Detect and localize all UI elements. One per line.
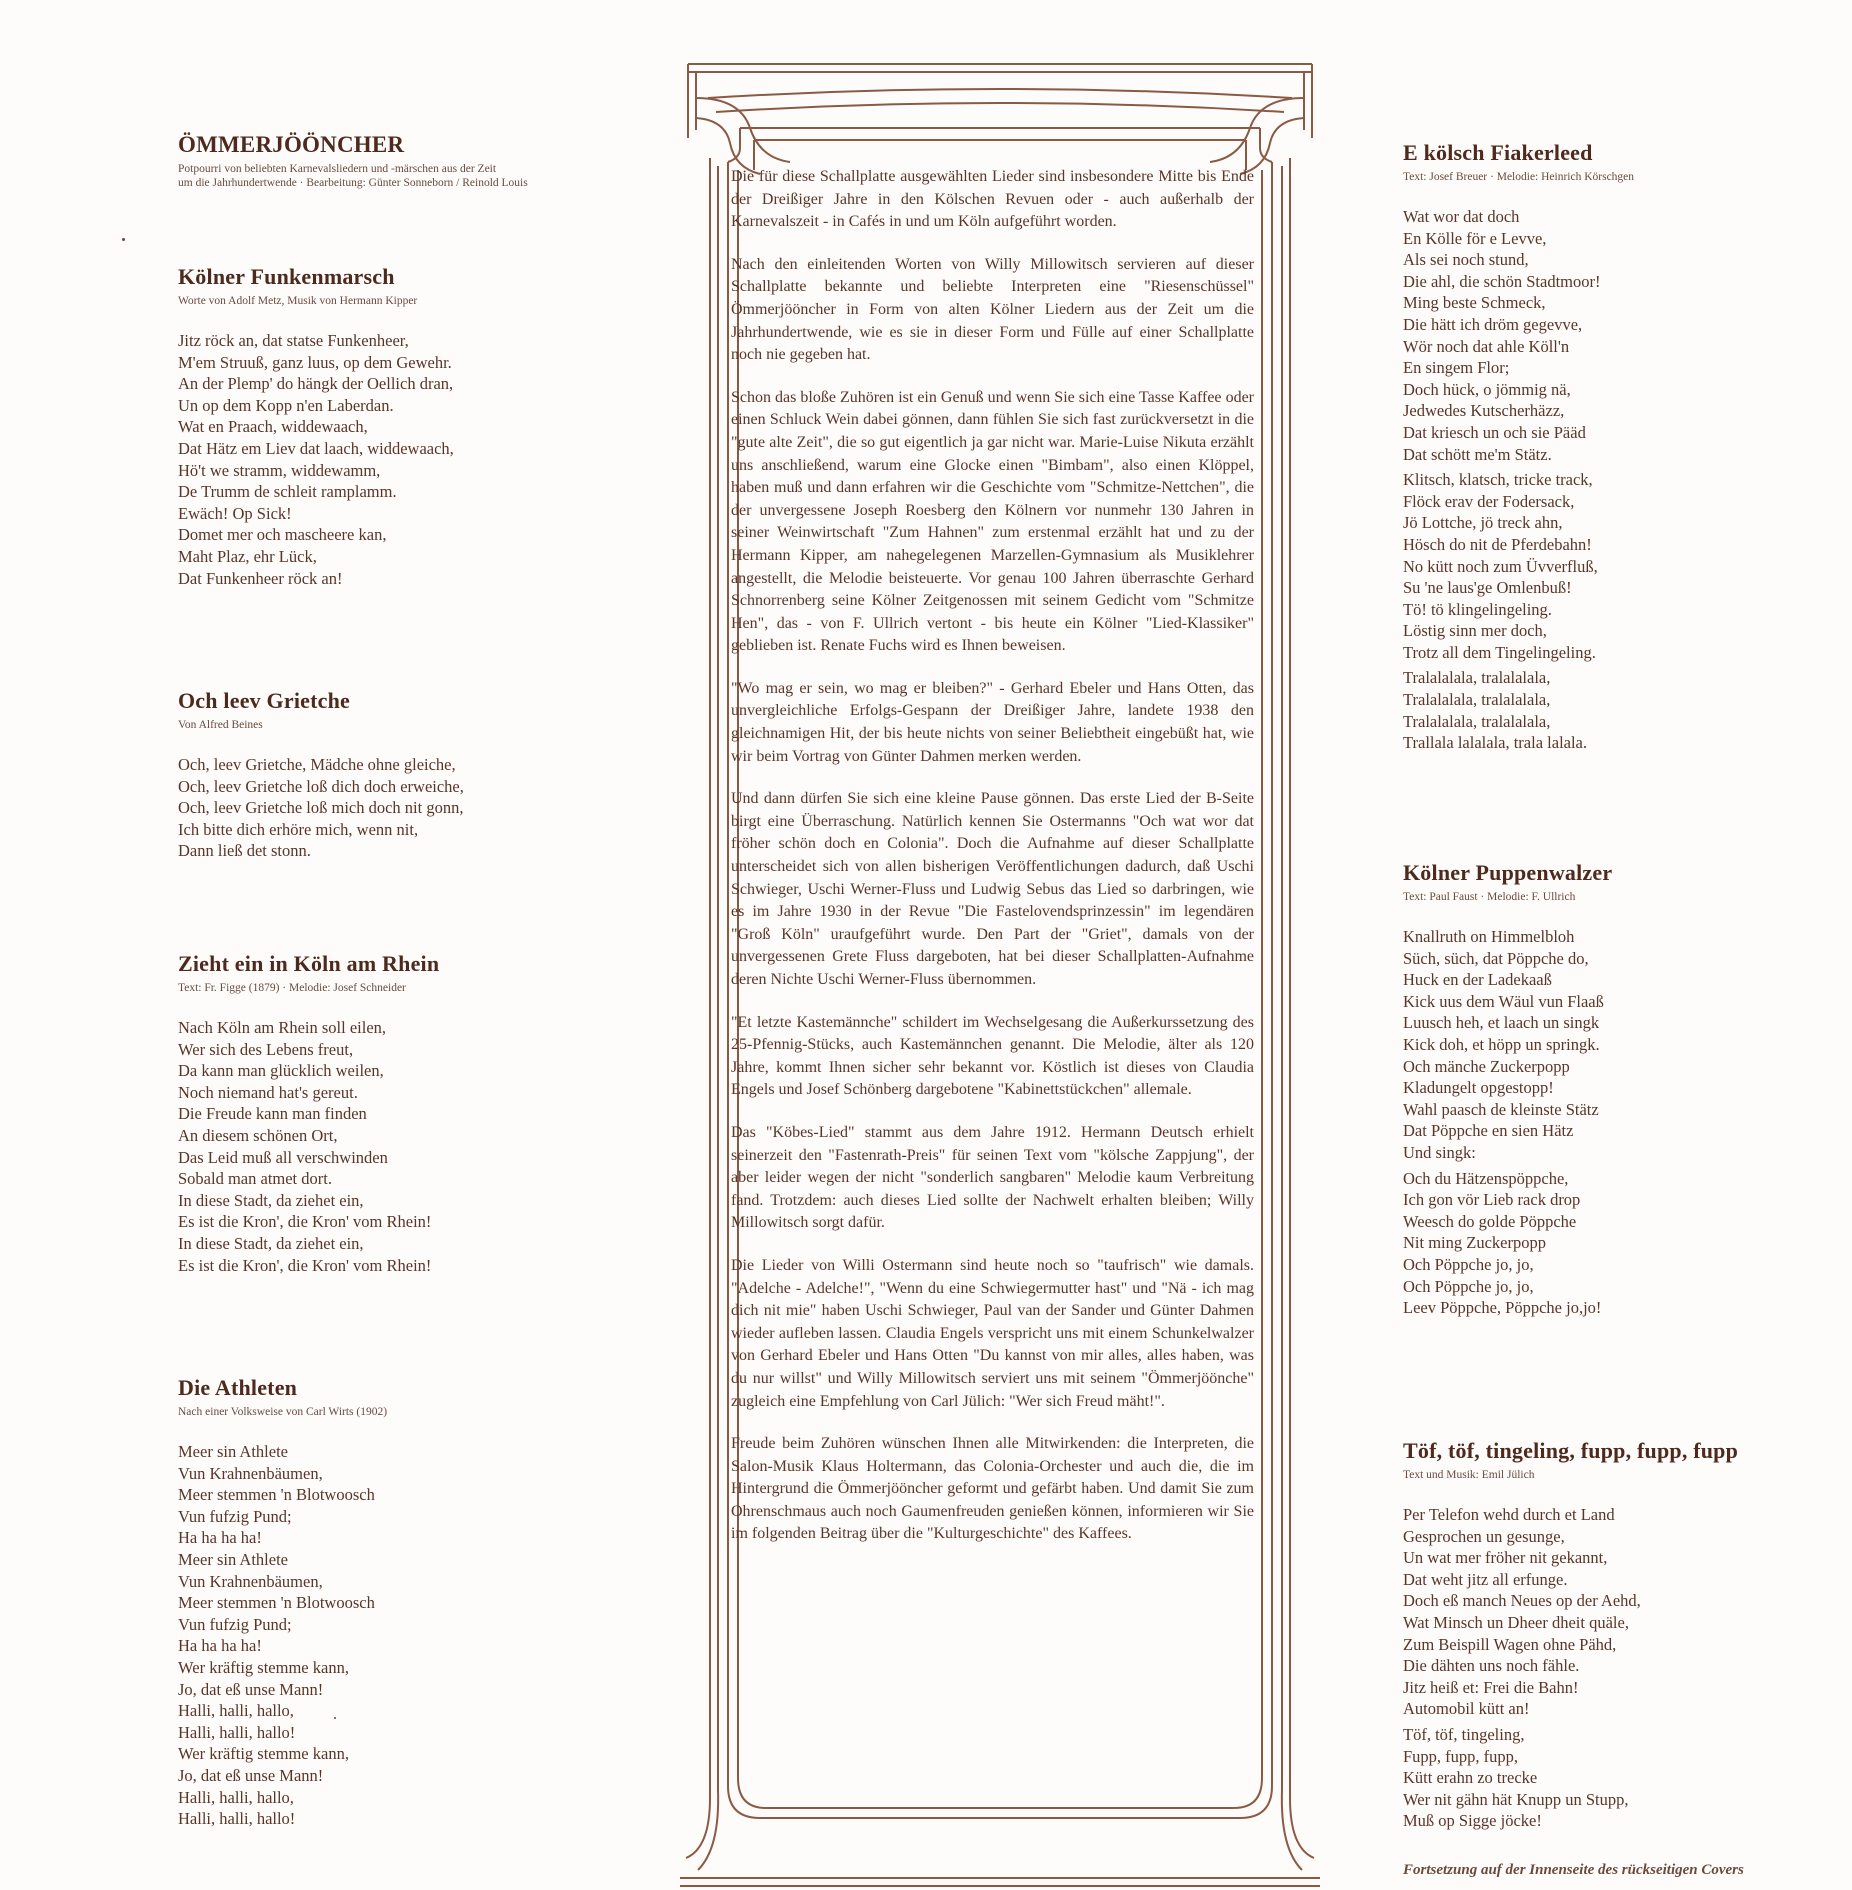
lyric-line: Kick doh, et höpp un springk. <box>1403 1034 1600 1054</box>
lyric-line: Süch, süch, dat Pöppche do, <box>1403 948 1589 968</box>
lyrics <box>1403 1504 1833 1832</box>
lyric-line: Trallala lalalala, trala lalala. <box>1403 733 1588 753</box>
lyric-line: Doch eß manch Neues op der Aehd, <box>1403 1591 1641 1611</box>
lyric-line: Dat Funkenheer röck an! <box>178 568 343 588</box>
lyrics <box>178 754 698 862</box>
lyric-line: Wer sich des Lebens freut, <box>178 1039 354 1059</box>
liner-notes-text <box>731 166 1254 1566</box>
song-koelner-funkenmarsch <box>178 264 698 589</box>
lyric-line: Löstig sinn mer doch, <box>1403 621 1547 641</box>
song-koelner-puppenwalzer <box>1403 860 1833 1319</box>
lyric-line: Jitz heiß et: Frei die Bahn! <box>1403 1677 1579 1697</box>
lyric-line: Trotz all dem Tingelingeling. <box>1403 642 1596 662</box>
song-toef-toef-tingeling <box>1403 1438 1833 1832</box>
lyric-line: Och Pöppche jo, jo, <box>1403 1254 1534 1274</box>
lyric-line: Flöck erav der Fodersack, <box>1403 491 1575 511</box>
song-block-title <box>178 132 698 190</box>
lyric-line: Das Leid muß all verschwinden <box>178 1147 388 1167</box>
lyric-line: Kick uus dem Wäul vun Flaaß <box>1403 991 1604 1011</box>
paragraph: Nach den einleitenden Worten von Willy Millowitsch servieren auf dieser Schallplatte bekannte und beliebte Interpreten eine "Riesenschüssel" Ömmerjööncher in Form von alten Kölner Liedern aus der Zeit um die Jahrhundertwende, wie es sie in dieser Form und Fülle auf einer Schallplatte noch nie gegeben hat. <box>731 255 1254 364</box>
lyric-line: Meer sin Athlete <box>178 1549 288 1569</box>
lyric-line: Leev Pöppche, Pöppche jo,jo! <box>1403 1298 1602 1318</box>
lyric-line: Klitsch, klatsch, tricke track, <box>1403 470 1593 490</box>
song-credit <box>178 1405 698 1419</box>
lyric-line: Nit ming Zuckerpopp <box>1403 1233 1546 1253</box>
lyric-line: Wat en Praach, widdewaach, <box>178 417 368 437</box>
song-credit <box>178 162 698 190</box>
lyric-line: An diesem schönen Ort, <box>178 1125 338 1145</box>
paragraph: "Et letzte Kastemännche" schildert im Wechselgesang die Außerkurssetzung des 25-Pfennig-Stücks, auch Kastemännchen genannt. Die Melodie, älter als 120 Jahre, kommt Ihnen sicher sehr bekannt vor. Köstlich ist dieses von Claudia Engels und Josef Schönberg dargebotene "Kabinettstückchen" allemale. <box>731 1013 1254 1099</box>
lyric-line: Wör noch dat ahle Köll'n <box>1403 336 1570 356</box>
lyric-line: Töf, töf, tingeling, <box>1403 1724 1525 1744</box>
credit-line: Text: Paul Faust · Melodie: F. Ullrich <box>1403 891 1576 903</box>
lyric-line: Tralalalala, tralalalala, <box>1403 690 1551 710</box>
lyric-line: Och du Hätzenspöppche, <box>1403 1168 1569 1188</box>
lyric-line: Wer kräftig stemme kann, <box>178 1744 349 1764</box>
lyric-line: Knallruth on Himmelbloh <box>1403 927 1575 946</box>
paragraph: Die für diese Schallplatte ausgewählten Lieder sind insbesondere Mitte bis Ende der Dreißiger Jahre in den Kölschen Revuen oder - auch außerhalb der Karnevalszeit - in Cafés in und um Köln aufgeführt worden. <box>731 168 1254 231</box>
lyric-line: Vun fufzig Pund; <box>178 1506 292 1526</box>
lyric-line: Zum Beispill Wagen ohne Pähd, <box>1403 1634 1617 1654</box>
lyric-line: Tralalalala, tralalalala, <box>1403 668 1551 688</box>
lyric-line: En singem Flor; <box>1403 358 1510 378</box>
song-credit <box>178 981 698 995</box>
lyric-line: Vun Krahnenbäumen, <box>178 1571 323 1591</box>
lyric-line: Jedwedes Kutscherhäzz, <box>1403 401 1565 421</box>
song-title: Och leev Grietche <box>178 688 350 713</box>
lyric-line: Dat Hätz em Liev dat laach, widdewaach, <box>178 438 454 458</box>
lyric-line: Halli, halli, hallo! <box>178 1722 296 1742</box>
lyric-line: Hö't we stramm, widdewamm, <box>178 460 381 480</box>
lyric-line: Kütt erahn zo trecke <box>1403 1768 1538 1788</box>
lyric-line: Weesch do golde Pöppche <box>1403 1211 1577 1231</box>
lyric-line: Fupp, fupp, fupp, <box>1403 1746 1519 1766</box>
lyric-line: Hösch do nit de Pferdebahn! <box>1403 534 1592 554</box>
song-och-leev-grietche <box>178 688 698 862</box>
lyric-line: Och Pöppche jo, jo, <box>1403 1276 1534 1296</box>
song-credit <box>1403 890 1833 904</box>
lyric-line: Jitz röck an, dat statse Funkenheer, <box>178 331 409 350</box>
lyric-line: Meer stemmen 'n Blotwoosch <box>178 1485 375 1505</box>
lyric-line: An der Plemp' do hängk der Oellich dran, <box>178 374 454 394</box>
lyric-line: Dat weht jitz all erfunge. <box>1403 1569 1568 1589</box>
lyric-line: In diese Stadt, da ziehet ein, <box>178 1190 364 1210</box>
lyric-line: Ha ha ha ha! <box>178 1528 262 1548</box>
lyric-line: Die ahl, die schön Stadtmoor! <box>1403 271 1601 291</box>
lyric-line: M'em Struuß, ganz luus, op dem Gewehr. <box>178 352 452 372</box>
lyric-line: Sobald man atmet dort. <box>178 1169 332 1189</box>
speck-dot <box>122 238 125 241</box>
lyric-line: Jo, dat eß unse Mann! <box>178 1679 324 1699</box>
lyric-line: Muß op Sigge jöcke! <box>1403 1811 1542 1831</box>
credit-line: um die Jahrhundertwende · Bearbeitung: Günter Sonneborn / Reinold Louis <box>178 177 528 189</box>
lyric-line: Jo, dat eß unse Mann! <box>178 1765 324 1785</box>
lyric-line: Ewäch! Op Sick! <box>178 503 292 523</box>
lyric-line: Och, leev Grietche, Mädche ohne gleiche, <box>178 755 456 774</box>
lyric-line: Doch hück, o jömmig nä, <box>1403 379 1571 399</box>
lyric-line: Luusch heh, et laach un singk <box>1403 1013 1600 1033</box>
paragraph: "Wo mag er sein, wo mag er bleiben?" - Gerhard Ebeler und Hans Otten, das unvergleichliche Erfolgs-Gespann der Dreißiger Jahre, landete 1938 den gleichnamigen Hit, der bis heute nichts von seiner Beliebtheit eingebüßt hat, wie wir beim Vortrag von Günter Dahmen merken werden. <box>731 679 1254 765</box>
lyric-line: Automobil kütt an! <box>1403 1699 1530 1719</box>
lyrics <box>178 1017 698 1276</box>
lyric-line: Halli, halli, hallo, <box>178 1787 294 1807</box>
song-credit <box>178 294 698 308</box>
lyric-line: Kladungelt opgestopp! <box>1403 1078 1554 1098</box>
paragraph: Die Lieder von Willi Ostermann sind heute noch so "taufrisch" wie damals. "Adelche - Adelche!", "Wenn du eine Schwiegermutter hast" und "Nä - ich mag dich nit mie" haben Uschi Schwieger, Paul van der Sander und Günter Dahmen wieder aufleben lassen. Claudia Engels verspricht uns mit einem Schunkelwalzer von Gerhard Ebeler und Hans Otten "Du kannst von mir alles, alles haben, was du nur willst" und Willy Millowitsch serviert uns mit seinem "Ömmerjöönche" zugleich eine Empfehlung von Carl Jülich: "Wer sich Freud mäht!". <box>731 1256 1254 1410</box>
lyric-line: Wahl paasch de kleinste Stätz <box>1403 1099 1599 1119</box>
lyric-line: Dat schött me'm Stätz. <box>1403 444 1552 464</box>
lyric-line: In diese Stadt, da ziehet ein, <box>178 1233 364 1253</box>
lyric-line: Vun Krahnenbäumen, <box>178 1463 323 1483</box>
credit-line: Worte von Adolf Metz, Musik von Hermann Kipper <box>178 295 418 307</box>
song-credit <box>1403 1468 1833 1482</box>
lyric-line: Per Telefon wehd durch et Land <box>1403 1505 1615 1524</box>
song-zieht-ein-in-koeln <box>178 951 698 1276</box>
paragraph: Das "Köbes-Lied" stammt aus dem Jahre 1912. Hermann Deutsch erhielt seinerzeit den "Fastenrath-Preis" für seinen Text vom "kölsche Zappjung", der aber leider wegen der nicht "sonderlich sangbaren" Melodie kaum Verbreitung fand. Trotzdem: auch dieses Lied sollte der Nachwelt erhalten bleiben; Willy Millowitsch sorgt dafür. <box>731 1123 1254 1232</box>
lyric-line: Su 'ne laus'ge Omlenbuß! <box>1403 578 1572 598</box>
lyric-line: Meer stemmen 'n Blotwoosch <box>178 1593 375 1613</box>
credit-line: Nach einer Volksweise von Carl Wirts (1902) <box>178 1406 388 1418</box>
song-die-athleten <box>178 1375 698 1830</box>
song-credit <box>1403 170 1833 184</box>
lyrics <box>178 330 698 589</box>
lyric-line: Halli, halli, hallo, <box>178 1701 294 1721</box>
lyric-line: En Kölle för e Levve, <box>1403 228 1547 248</box>
lyric-line: Noch niemand hat's gereut. <box>178 1082 358 1102</box>
lyric-line: Domet mer och mascheere kan, <box>178 525 387 545</box>
lyric-line: Da kann man glücklich weilen, <box>178 1061 384 1081</box>
lyric-line: Wer nit gähn hät Knupp un Stupp, <box>1403 1789 1629 1809</box>
lyric-line: No kütt noch zum Üvverfluß, <box>1403 556 1598 576</box>
lyric-line: Halli, halli, hallo! <box>178 1809 296 1829</box>
lyric-line: Maht Plaz, ehr Lück, <box>178 546 317 566</box>
lyric-line: Un wat mer fröher nit gekannt, <box>1403 1548 1608 1568</box>
lyric-line: Ich bitte dich erhöre mich, wenn nit, <box>178 819 419 839</box>
credit-line: Text: Josef Breuer · Melodie: Heinrich Körschgen <box>1403 171 1635 183</box>
song-title: Kölner Puppenwalzer <box>1403 860 1613 885</box>
paragraph: Schon das bloße Zuhören ist ein Genuß und wenn Sie sich eine Tasse Kaffee oder einen Schluck Wein dabei gönnen, dann fühlen Sie sich fast zurückversetzt in die "gute alte Zeit", die so gut eigentlich ja gar nicht war. Marie-Luise Nikuta erzählt uns anschließend, warum eine Glocke einen "Bimbam", also einen Klöppel, haben muß und dann erfahren wir die Geschichte vom "Schmitze-Nettchen", die der unvergessene Joseph Roesberg den Kölnern vor nunmehr 130 Jahren in seiner Weinwirtschaft "Zum Hahnen" zum erstenmal erzählt hat und zu der Hermann Kipper, am nahegelegenen Marzellen-Gymnasium als Musiklehrer angestellt, die Melodie beisteuerte. Vor genau 100 Jahren überraschte Gerhard Schnorrenberg seine Kölner Zeitgenossen mit seinem Gedicht vom "Schmitze Hen", das - von F. Ullrich vertont - bis heute ein Kölner "Lied-Klassiker" geblieben ist. Renate Fuchs wird es Ihnen beweisen. <box>731 388 1254 655</box>
lyric-line: Und singk: <box>1403 1142 1476 1162</box>
paragraph: Und dann dürfen Sie sich eine kleine Pause gönnen. Das erste Lied der B-Seite birgt eine Überraschung. Natürlich kennen Sie Ostermanns "Och wat wor dat fröher schön doch en Colonia". Doch die Aufnahme auf dieser Schallplatte unterscheidet sich von allen bisherigen Veröffentlichungen dadurch, daß Uschi Schwieger, Uschi Werner-Fluss und Ludwig Sebus das Lied so darbringen, wie es im Jahre 1930 in der Revue "Die Fastelovendsprinzessin" im legendären "Groß Köln" uraufgeführt wurde. Den Part der "Griet", damals von der unvergessenen Grete Fluss dargeboten, hat bei dieser Schallplatten-Aufnahme deren Nichte Uschi Werner-Fluss übernommen. <box>731 790 1254 988</box>
lyric-line: Die Freude kann man finden <box>178 1104 367 1124</box>
lyric-line: Die dähten uns noch fähle. <box>1403 1656 1580 1676</box>
lyric-line: Ich gon vör Lieb rack drop <box>1403 1190 1581 1210</box>
lyric-line: Die hätt ich dröm gegevve, <box>1403 314 1583 334</box>
credit-line: Text und Musik: Emil Jülich <box>1403 1469 1535 1481</box>
continuation-note: Fortsetzung auf der Innenseite des rückseitigen Covers <box>1403 1862 1744 1878</box>
lyric-line: Wat Minsch un Dheer dheit quäle, <box>1403 1612 1629 1632</box>
page-title: ÖMMERJÖÖNCHER <box>178 132 405 157</box>
lyric-line: Vun fufzig Pund; <box>178 1614 292 1634</box>
lyric-line: Dann ließ det stonn. <box>178 841 311 861</box>
lyric-line: Och mänche Zuckerpopp <box>1403 1056 1570 1076</box>
lyric-line: De Trumm de schleit ramplamm. <box>178 482 397 502</box>
lyric-line: Als sei noch stund, <box>1403 250 1529 270</box>
credit-line: Text: Fr. Figge (1879) · Melodie: Josef Schneider <box>178 982 406 994</box>
lyric-line: Wer kräftig stemme kann, <box>178 1657 349 1677</box>
song-title: Zieht ein in Köln am Rhein <box>178 951 440 976</box>
song-title: Töf, töf, tingeling, fupp, fupp, fupp <box>1403 1438 1739 1463</box>
lyric-line: Ha ha ha ha! <box>178 1636 262 1656</box>
lyrics <box>1403 206 1833 754</box>
lyric-line: Wat wor dat doch <box>1403 207 1520 226</box>
credit-line: Von Alfred Beines <box>178 719 263 731</box>
credit-line: Potpourri von beliebten Karnevalsliedern und -märschen aus der Zeit <box>178 163 497 175</box>
song-credit <box>178 718 698 732</box>
lyric-line: Och, leev Grietche loß mich doch nit gonn, <box>178 798 464 818</box>
lyric-line: Tö! tö klingelingeling. <box>1403 599 1552 619</box>
lyric-line: Tralalalala, tralalalala, <box>1403 711 1551 731</box>
lyric-line: Och, leev Grietche loß dich doch erweiche, <box>178 776 464 796</box>
lyric-line: Dat Pöppche en sien Hätz <box>1403 1121 1574 1141</box>
song-e-koelsch-fiakerleed <box>1403 140 1833 754</box>
lyric-line: Ming beste Schmeck, <box>1403 293 1546 313</box>
song-title: Kölner Funkenmarsch <box>178 264 395 289</box>
lyric-line: Dat kriesch un och sie Pääd <box>1403 422 1586 442</box>
lyric-line: Es ist die Kron', die Kron' vom Rhein! <box>178 1212 432 1232</box>
lyric-line: Huck en der Ladekaaß <box>1403 970 1552 990</box>
lyrics <box>1403 926 1833 1319</box>
lyric-line: Es ist die Kron', die Kron' vom Rhein! <box>178 1255 432 1275</box>
song-title: E kölsch Fiakerleed <box>1403 140 1593 165</box>
lyric-line: Gesprochen un gesunge, <box>1403 1526 1565 1546</box>
paragraph: Freude beim Zuhören wünschen Ihnen alle Mitwirkenden: die Interpreten, die Salon-Musik Klaus Holtermann, das Colonia-Orchester und auch die, die im Hintergrund die Ömmerjööncher geformt und gefärbt haben. Und damit Sie zum Ohrenschmaus auch noch Gaumenfreuden genießen können, informieren wir Sie im folgenden Beitrag über die "Kulturgeschichte" des Kaffees. <box>731 1435 1254 1543</box>
lyrics <box>178 1441 698 1830</box>
song-title: Die Athleten <box>178 1375 298 1400</box>
speck-dot <box>334 1717 336 1719</box>
lyric-line: Jö Lottche, jö treck ahn, <box>1403 513 1563 533</box>
lyric-line: Un op dem Kopp n'en Laberdan. <box>178 395 394 415</box>
lyric-line: Nach Köln am Rhein soll eilen, <box>178 1018 387 1037</box>
lyric-line: Meer sin Athlete <box>178 1442 288 1461</box>
